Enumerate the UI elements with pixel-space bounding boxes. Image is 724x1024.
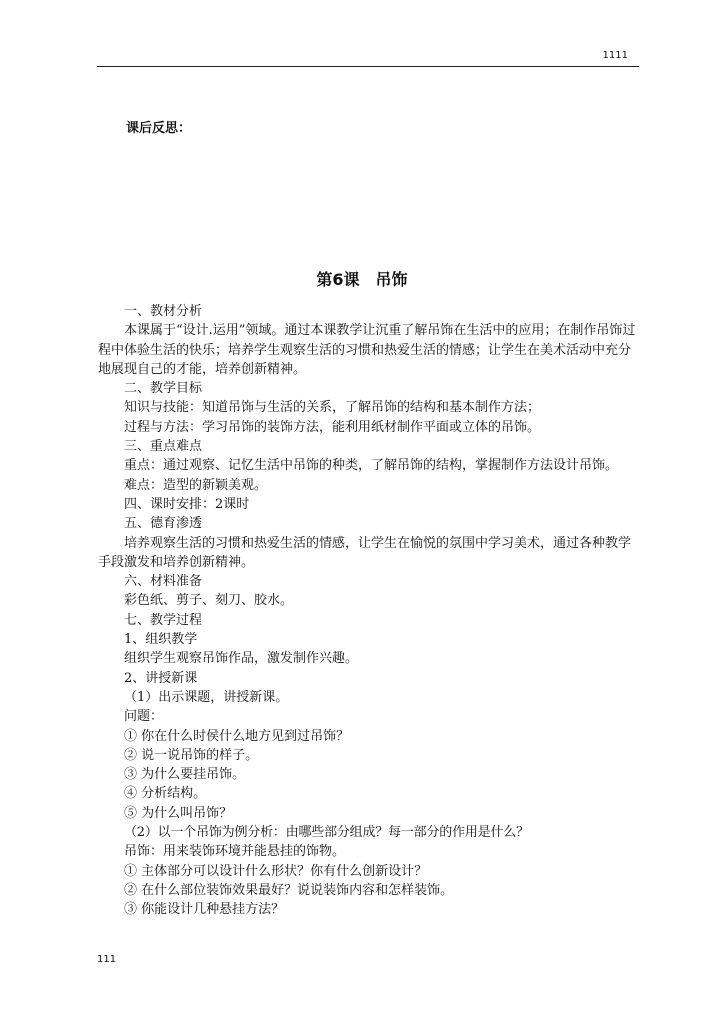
paragraph: （2）以一个吊饰为例分析：由哪些部分组成？每一部分的作用是什么？ (124, 825, 529, 841)
subsection-heading: 2、讲授新课 (124, 670, 198, 686)
paragraph: 难点：造型的新颖美观。 (124, 477, 268, 493)
paragraph: 组织学生观察吊饰作品，激发制作兴趣。 (124, 651, 359, 667)
section-heading: 一、教材分析 (124, 304, 203, 319)
paragraph: 知识与技能：知道吊饰与生活的关系，了解吊饰的结构和基本制作方法； (124, 400, 541, 416)
paragraph: 吊饰：用来装饰环境并能悬挂的饰物。 (124, 844, 346, 860)
section-heading: 六、材料准备 (124, 574, 203, 590)
list-item: ⑤ 为什么叫吊饰？ (124, 805, 233, 821)
subsection-heading: 1、组织教学 (124, 632, 198, 648)
section-heading: 二、教学目标 (124, 381, 203, 397)
list-item: ② 在什么部位装饰效果最好？说说装饰内容和怎样装饰。 (124, 882, 454, 898)
list-item: ② 说一说吊饰的样子。 (124, 747, 259, 763)
footer-page-number: 111 (97, 954, 117, 965)
section-heading: 七、教学过程 (124, 612, 203, 628)
paragraph: 问题： (124, 709, 164, 725)
list-item: ① 你在什么时侯什么地方见到过吊饰？ (124, 728, 350, 744)
lesson-body (98, 302, 638, 920)
paragraph: 本课属于“设计.运用”领域。通过本课教学让沉重了解吊饰在生活中的应用；在制作吊饰过程中体验生活的快乐；培养学生观察生活的习惯和热爱生活的情感；让学生在美术活动中充分地展现自己的才能，培养创新精神。 (98, 323, 636, 377)
header-divider (97, 66, 639, 67)
section-heading: 四、课时安排：2课时 (124, 496, 250, 512)
paragraph: 培养观察生活的习惯和热爱生活的情感，让学生在愉悦的氛围中学习美术，通过各种教学手段激发和培养创新精神。 (98, 535, 632, 570)
list-item: ③ 你能设计几种悬挂方法？ (124, 902, 285, 918)
list-item: ③ 为什么要挂吊饰。 (124, 767, 246, 783)
section-heading: 三、重点难点 (124, 439, 203, 455)
reflection-label: 课后反思： (126, 121, 192, 136)
section-heading: 五、德育渗透 (124, 516, 203, 532)
paragraph: 彩色纸、剪子、刻刀、胶水。 (124, 593, 294, 609)
paragraph: （1）出示课题，讲授新课。 (124, 689, 289, 705)
lesson-title: 第6课 吊饰 (316, 270, 408, 289)
list-item: ① 主体部分可以设计什么形状？你有什么创新设计？ (124, 863, 428, 879)
header-page-number: 1111 (602, 50, 628, 61)
list-item: ④ 分析结构。 (124, 786, 207, 802)
paragraph: 重点：通过观察、记忆生活中吊饰的种类，了解吊饰的结构，掌握制作方法设计吊饰。 (124, 458, 619, 474)
paragraph: 过程与方法：学习吊饰的装饰方法，能利用纸材制作平面或立体的吊饰。 (124, 419, 541, 435)
